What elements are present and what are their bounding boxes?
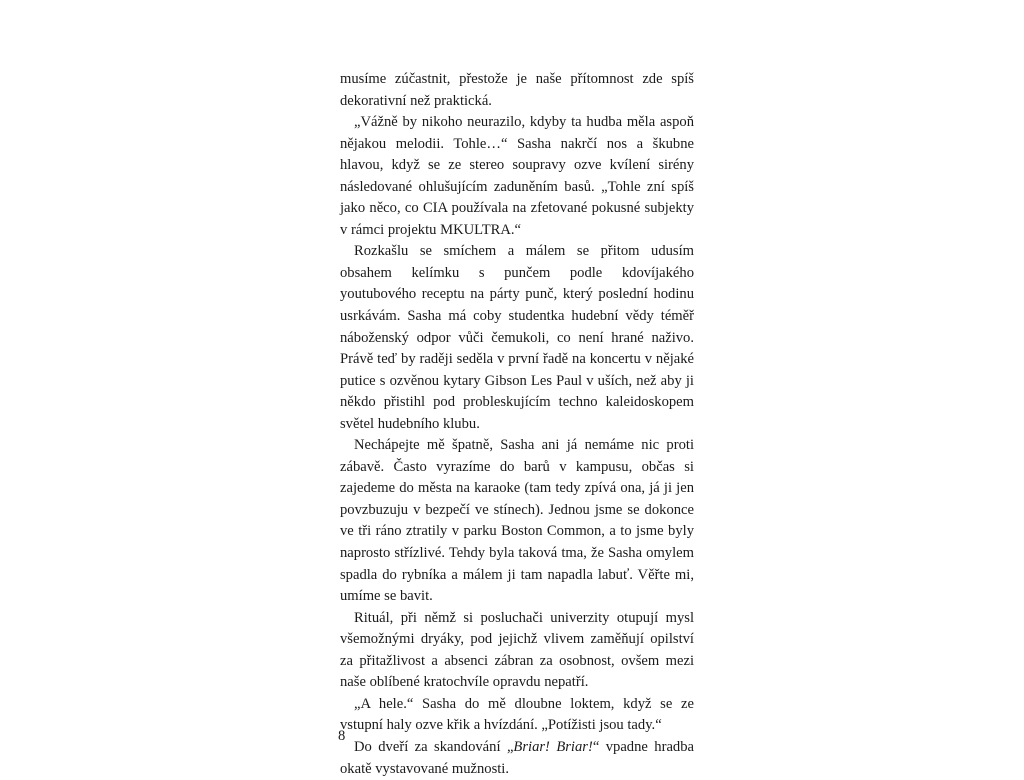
chant-emphasis: Briar! Briar! xyxy=(513,738,593,755)
paragraph: Rituál, při němž si posluchači univerzity otupují mysl všemožnými dryáky, pod jejichž vlivem zaměňují opilství za přitažlivost a absenci zábran za osobnost, ovšem mezi naše oblíbené kratochvíle opravdu nepatří. xyxy=(340,609,694,691)
paragraph: „A hele.“ Sasha do mě dloubne loktem, když se ze vstupní haly ozve křik a hvízdání. „Potížisti jsou tady.“ xyxy=(340,695,694,734)
paragraph: Rozkašlu se smíchem a málem se přitom udusím obsahem kelímku s punčem podle kdovíjakého youtubového receptu na párty punč, který poslední hodinu usrkávám. Sasha má coby studentka hudební vědy téměř náboženský odpor vůči čemukoli, co není hrané naživo. Právě teď by raději seděla v první řadě na koncertu v nějaké putice s ozvěnou kytary Gibson Les Paul v uších, než aby ji někdo přistihl pod probleskujícím techno kaleidoskopem světel hudebního klubu. xyxy=(340,243,694,432)
paragraph-text: “ vpadne hradba okatě vystavované mužnosti. xyxy=(340,738,694,777)
paragraph: „Vážně by nikoho neurazilo, kdyby ta hudba měla aspoň nějakou melodii. Tohle…“ Sasha nakrčí nos a škubne hlavou, když se ze stereo soupravy ozve kvílení sirény následované ohlušujícím zaduněním basů. „Tohle zní spíš jako něco, co CIA používala na zfetované pokusné subjekty v rámci projektu MKULTRA.“ xyxy=(340,114,694,238)
paragraph-continuation: musíme zúčastnit, přestože je naše přítomnost zde spíš dekorativní než praktická. xyxy=(340,71,694,109)
paragraph: Nechápejte mě špatně, Sasha ani já nemáme nic proti zábavě. Často vyrazíme do barů v kampusu, občas si zajedeme do města na karaoke (tam tedy zpívá ona, já ji jen povzbuzuju v bezpečí ve stínech). Jednou jsme se dokonce ve tři ráno ztratily v parku Boston Common, a to jsme byly naprosto střízlivé. Tehdy byla taková tma, že Sasha omylem spadla do rybníka a málem ji tam napadla labuť. Věřte mi, umíme se bavit. xyxy=(340,437,694,605)
body-text xyxy=(340,69,694,780)
paragraph-last xyxy=(340,737,694,780)
paragraph-text: Do dveří za skandování „ xyxy=(354,738,514,755)
page-number: 8 xyxy=(338,728,346,744)
